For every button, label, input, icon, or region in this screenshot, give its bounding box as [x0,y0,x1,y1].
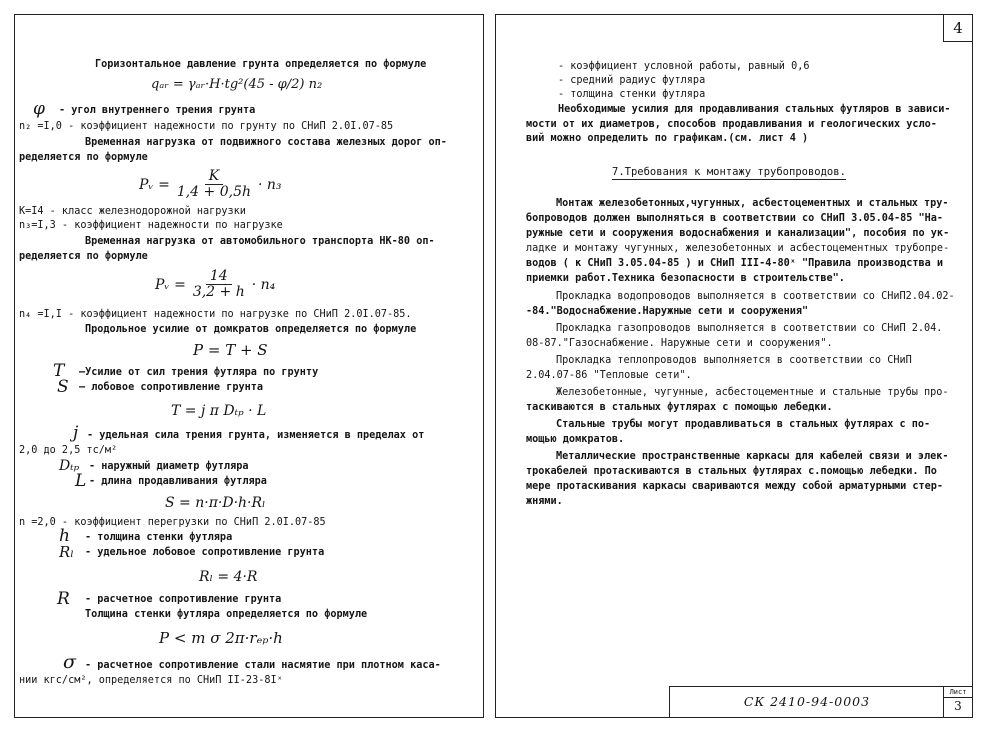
text-line: ределяется по формуле [19,251,148,262]
text-line: —Усилие от сил трения футляра по грунту [79,367,319,378]
text-line: Железобетонные, чугунные, асбестоцементные и стальные трубы про- [556,387,949,398]
text-line: Временная нагрузка от автомобильного транспорта НК-80 оп- [85,236,435,247]
text-line: мере протаскивания каркасы свариваются между собой арматурными стер- [526,481,944,492]
text-line: приемки работ.Техника безопасности в строительстве". [526,273,845,284]
text-line: таскиваются в стальных футлярах с помощью лебедки. [526,402,833,413]
text-line: Металлические пространственные каркасы для кабелей связи и элек- [556,451,949,462]
formula-wall-thickness: P < m σ 2π·rₑₚ·h [159,629,283,647]
text-line: жнями. [526,496,563,507]
text-line: бопроводов должен выполняться в соответствии со СНиП 3.05.04-85 "На- [526,213,944,224]
text-line: - удельная сила трения грунта, изменяется в пределах от [87,430,425,441]
right-sheet [495,14,973,718]
text-line: мости от их диаметров, способов продавливания и геологических усло- [526,119,937,130]
text-line: K=I4 - класс железнодорожной нагрузки [19,206,246,217]
text-line: Временная нагрузка от подвижного состава железных дорог оп- [85,137,447,148]
text-line: Стальные трубы могут продавливаться в стальных футлярах с по- [556,419,931,430]
text-line: n =2,0 - коэффициент перегрузки по СНиП 2.0I.07-85 [19,517,326,528]
text-line: ладке и монтажу чугунных, железобетонных и асбестоцементных трубопре- [526,243,950,254]
text-line: Продольное усилие от домкратов определяется по формуле [85,324,417,335]
text-line: - толщина стенки футляра [85,532,233,543]
text-line: - толщина стенки футляра [558,89,706,100]
formula-frontal-resistance: S = n·π·D·h·Rₗ [165,495,266,511]
formula-horizontal-pressure: qₐᵣ = γₐᵣ·H·tg²(45 - φ/2) n₂ [151,77,323,92]
text-line: n₄ =I,I - коэффициент надежности по нагрузке по СНиП 2.0I.07-85. [19,309,412,320]
section-title: 7.Требования к монтажу трубопроводов. [612,166,846,178]
sheet-label: Лист [944,688,972,698]
symbol-j: j [73,423,79,443]
formula-Rl: Rₗ = 4·R [199,569,258,585]
text-line: Монтаж железобетонных,чугунных, асбестоцементных и стальных тру- [556,198,949,209]
text-line: Прокладка теплопроводов выполняется в соответствии со СНиП [556,355,912,366]
formula-vehicle-load: Pᵥ = $\frac{14}{3,2 + h}$ · n₄ [155,268,276,300]
formula-railway-load: Pᵥ = $\frac{K}{1,4 + 0,5h}$ · n₃ [139,168,282,200]
formula-jack-force: P = T + S [193,341,268,359]
text-line: -84."Водоснабжение.Наружные сети и сооружения" [526,306,809,317]
text-line: — лобовое сопротивление грунта [79,382,264,393]
text-line: Прокладка водопроводов выполняется в соответствии со СНиП2.04.02- [556,291,955,302]
text-line: Необходимые усилия для продавливания стальных футляров в зависи- [558,104,951,115]
text-line: - коэффициент условной работы, равный 0,6 [558,61,810,72]
text-line: 2.04.07-86 "Тепловые сети". [526,370,692,381]
symbol-S: S [57,377,69,397]
text-line: ружные сети и сооружения водоснабжения и канализации", пособия по ук- [526,228,950,239]
text-line: Горизонтальное давление грунта определяется по формуле [95,59,427,70]
document-code: СК 2410-94-0003 [743,694,871,709]
symbol-D: Dₜₚ [59,458,80,474]
text-line: нии кгс/см², определяется по СНиП II-23-8Iˣ [19,675,283,686]
text-line: - расчетное сопротивление стали насмятие при плотном каса- [85,660,441,671]
text-line: вий можно определить по графикам.(см. лист 4 ) [526,133,809,144]
text-line: - длина продавливания футляра [89,476,267,487]
symbol-L: L [75,471,87,491]
symbol-T: T [53,361,65,381]
text-line: n₂ =I,0 - коэффициент надежности по грунту по СНиП 2.0I.07-85 [19,121,394,132]
text-line: - средний радиус футляра [558,75,706,86]
text-line: мощью домкратов. [526,434,625,445]
sheet-number: 3 [954,699,962,713]
left-sheet [14,14,484,718]
symbol-R: R [57,589,70,609]
symbol-phi: φ [33,99,45,119]
text-line: Толщина стенки футляра определяется по формуле [85,609,368,620]
symbol-h: h [59,526,70,546]
text-line: Прокладка газопроводов выполняется в соответствии со СНиП 2.04. [556,323,943,334]
formula-friction: T = j π Dₜₚ · L [171,403,267,419]
text-line: ределяется по формуле [19,152,148,163]
text-line: 2,0 до 2,5 тс/м² [19,445,118,456]
symbol-Rl: Rₗ [59,543,74,561]
text-line: - удельное лобовое сопротивление грунта [85,547,325,558]
text-line: водов ( к СНиП 3.05.04-85 ) и СНиП III-4-80ˣ "Правила производства и [526,258,944,269]
text-line: n₃=I,3 - коэффициент надежности по нагрузке [19,220,283,231]
corner-page-number: 4 [943,15,972,42]
sheet-box [943,687,972,717]
text-line: 08-87."Газоснабжение. Наружные сети и сооружения". [526,338,833,349]
symbol-sigma: σ [63,651,76,673]
text-line: трокабелей протаскиваются в стальных футлярах с.помощью лебедки. По [526,466,937,477]
text-line: - расчетное сопротивление грунта [85,594,282,605]
text-line: - угол внутреннего трения грунта [59,105,256,116]
text-line: - наружный диаметр футляра [89,461,249,472]
title-block-stamp [669,686,972,717]
